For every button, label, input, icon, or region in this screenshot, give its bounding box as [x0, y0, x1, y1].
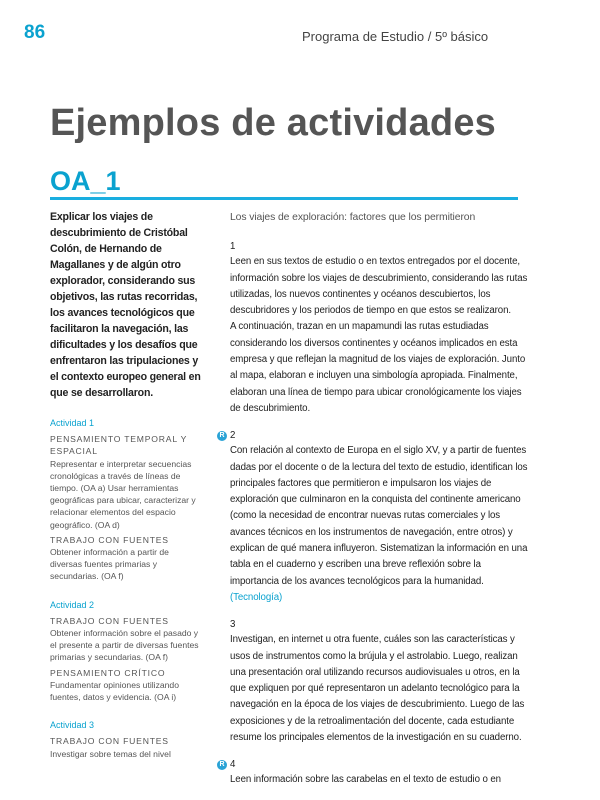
skill-name: PENSAMIENTO TEMPORAL Y ESPACIAL	[50, 434, 187, 457]
paragraph-text: A continuación, trazan en un mapamundi las rutas estudiadas considerando los diversos continentes y océanos implicados en esta empresa y que reflejan la magnitud de los viajes de exploración. Junto al mapa, elaboran e incluyen una simbología apropiada. Finalmente, elaboran una línea de tiempo para ubicar cronológicamente los viajes de descubrimiento.	[230, 321, 526, 414]
main-content	[219, 210, 528, 789]
activity-paragraph	[230, 319, 528, 417]
activity-paragraph	[230, 443, 528, 606]
activity-number	[230, 240, 528, 254]
skill-text: Investigar sobre temas del nivel	[50, 748, 171, 759]
running-title: Programa de Estudio / 5º básico	[302, 29, 489, 44]
objective-text: Explicar los viajes de descubrimiento de Cristóbal Colón, de Hernando de Magallanes y de algún otro explorador, considerando sus objetivos, las rutas recorridas, los avances tecnológicos que facilitaron la navegación, las dificultades y los desafíos que enfrentaron las tripulaciones y el contexto europeo general en que se desarrollaron.	[50, 211, 201, 399]
sidebar-activity	[50, 599, 202, 704]
skill-name: PENSAMIENTO CRÍTICO	[50, 667, 166, 678]
activity-number-text: 4	[230, 759, 236, 771]
activity-number	[219, 429, 528, 443]
activity-paragraph	[230, 772, 528, 788]
divider	[50, 197, 518, 200]
activity-number	[219, 758, 528, 772]
activity-label: Actividad 3	[50, 720, 95, 731]
subject-link[interactable]: (Tecnología)	[230, 591, 283, 603]
activity-number-text: 3	[230, 619, 236, 631]
skill-text: Obtener información sobre el pasado y el presente a partir de diversas fuentes primarias y secundarias. (OA f)	[50, 628, 199, 663]
activity-number-text: 1	[230, 241, 236, 253]
activity-paragraph	[230, 254, 528, 319]
resource-icon: R	[217, 431, 227, 441]
sidebar-activity	[50, 417, 202, 583]
oa-label: OA_1	[50, 166, 121, 196]
resource-icon: R	[217, 760, 227, 770]
sidebar	[50, 209, 202, 760]
skill-name: TRABAJO CON FUENTES	[50, 534, 169, 545]
section-subtitle: Los viajes de exploración: factores que los permitieron	[230, 212, 476, 223]
activity-number-text: 2	[230, 430, 236, 442]
page-title: Ejemplos de actividades	[50, 102, 496, 144]
skill-name: TRABAJO CON FUENTES	[50, 615, 169, 626]
skill-name: TRABAJO CON FUENTES	[50, 736, 169, 747]
paragraph-text: Leen en sus textos de estudio o en textos entregados por el docente, información sobre los viajes de descubrimiento, considerando las rutas utilizadas, los nuevos continentes y océanos descubiertos, los descubridores y los periodos de tiempo en que estos se realizaron.	[230, 256, 528, 317]
sidebar-activity	[50, 719, 202, 760]
paragraph-text: Leen información sobre las carabelas en el texto de estudio o en	[230, 774, 501, 786]
paragraph-text: Con relación al contexto de Europa en el siglo XV, y a partir de fuentes dadas por el docente o de la lectura del texto de estudio, identifican los principales factores que permitieron e impulsaron los viajes de exploración que culminaron en la conquista del continente americano (como la necesidad de encontrar nuevas rutas comerciales y los avances técnicos en los instrumentos de navegación, entre otros) y explican de qué manera influyeron. Sistematizan la información en una tabla en el cuaderno y escriben una breve reflexión sobre la importancia de los avances tecnológicos para la humanidad.	[230, 445, 528, 587]
paragraph-text: Investigan, en internet u otra fuente, cuáles son las características y usos de instrumentos como la brújula y el astrolabio. Luego, realizan una presentación oral utilizando recursos audiovisuales u otros, en la que expliquen por qué representaron un adelanto tecnológico para la navegación en la época de los viajes de descubrimiento. Luego de las exposiciones y de la retroalimentación del docente, cada estudiante resume los principales elementos de la investigación en su cuaderno.	[230, 634, 525, 744]
activity-label: Actividad 2	[50, 599, 95, 610]
page-number: 86	[24, 22, 46, 43]
skill-text: Representar e interpretar secuencias cronológicas a través de líneas de tiempo. (OA a) Usar herramientas geográficas para ubicar, caracterizar y relacionar elementos del espacio geográfico. (OA d)	[50, 458, 196, 530]
skill-text: Fundamentar opiniones utilizando fuentes, datos y evidencia. (OA i)	[50, 679, 179, 703]
activity-paragraph	[230, 632, 528, 746]
activity-number	[230, 618, 528, 632]
activity-label: Actividad 1	[50, 418, 95, 428]
skill-text: Obtener información a partir de diversas fuentes primarias y secundarias. (OA f)	[50, 547, 169, 582]
